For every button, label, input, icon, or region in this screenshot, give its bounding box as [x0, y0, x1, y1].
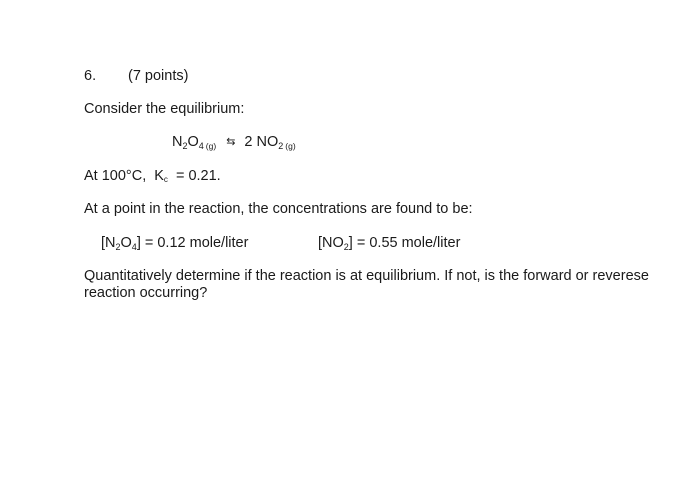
equilibrium-constant-line [84, 168, 221, 186]
question-number: 6. [84, 68, 97, 84]
product-formula: $NO_2$ [256, 134, 284, 151]
concentration-intro: At a point in the reaction, the concentrations are found to be: [84, 201, 473, 217]
equilibrium-arrow-icon: ⇆ [226, 136, 236, 148]
question-points: (7 points) [128, 68, 189, 84]
equilibrium-equation [172, 134, 296, 152]
no2-concentration: $[NO_2] = 0.55$ mole/liter [318, 235, 461, 252]
kc-value: = 0.21. [175, 168, 221, 184]
reactant-formula: $N_2O_4$ [172, 134, 204, 151]
n2o4-concentration: $[N_2O_4] = 0.12$ mole/liter [101, 235, 249, 252]
temperature-text: At 100°C, [84, 168, 147, 184]
kc-symbol: Kc [154, 168, 168, 184]
reactant-phase: (g) [205, 141, 217, 151]
question-task: Quantitatively determine if the reaction is at equilibrium. If not, is the forward or reverese reaction occurring? [84, 268, 649, 301]
product-coefficient: 2 [244, 134, 253, 150]
question-prompt: Consider the equilibrium: [84, 101, 245, 117]
product-phase: (g) [285, 141, 296, 151]
